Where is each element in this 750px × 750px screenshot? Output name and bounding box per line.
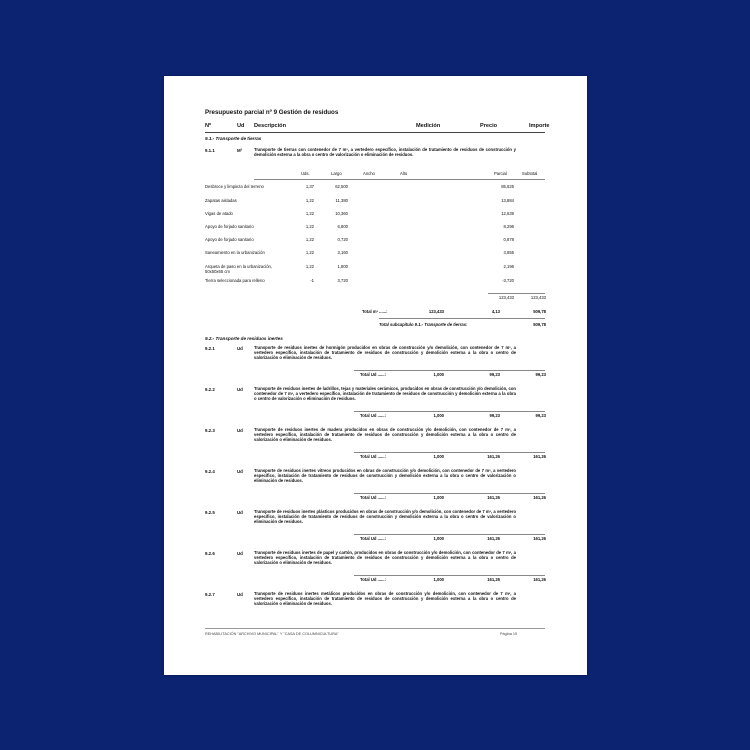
item-unit: Ud: [237, 428, 243, 433]
item-precio: 161,26: [487, 454, 500, 459]
item-precio: 99,23: [489, 413, 500, 418]
meas-row-parcial: -3,720: [502, 278, 514, 283]
item-description: Transporte de tierras con contenedor de 7 m³, a vertedero específico, instalación de tratamiento de residuos de construcción y demolición externa a la obra o centro de valorización o eliminación de residuos.: [254, 147, 516, 158]
meas-row-parcial: 12,639: [501, 211, 514, 216]
item-precio: 161,26: [487, 536, 500, 541]
meas-header-ancho: Ancho: [363, 171, 375, 176]
document-page: [164, 76, 587, 675]
meas-header-alto: Alto: [400, 171, 408, 176]
meas-row-largo: 3,720: [337, 278, 348, 283]
col-medicion-header: Medición: [416, 123, 441, 129]
item-medicion: 1,000: [433, 577, 444, 582]
footer-page: Página 15: [500, 632, 518, 636]
item-total-divider: [354, 411, 545, 412]
meas-row-largo: 6,800: [337, 224, 348, 229]
meas-row-uds: 1,22: [305, 264, 314, 269]
item-importe: 99,23: [535, 413, 546, 418]
item-description: Transporte de residuos inertes de madera producidos en obras de construcción y/o demolición, con contenedor de 7 m³, a vertedero específico, instalación de tratamiento de residuos de construcción y demolición externa a la obra o centro de valorización o eliminación de residuos.: [254, 427, 516, 443]
meas-row-uds: 1,22: [305, 211, 314, 216]
item-precio: 161,26: [487, 495, 500, 500]
header-divider: [205, 132, 545, 133]
total-medicion: 123,433: [428, 309, 444, 314]
meas-header-subtotal: Subtotal: [522, 171, 538, 176]
meas-row-uds: 1,22: [305, 198, 314, 203]
section-title: 9.2.- Transporte de residuos inertes: [205, 336, 283, 341]
item-total-label: Total Ud ......:: [360, 495, 386, 500]
meas-row-label: Zapatas aisladas: [205, 198, 237, 203]
meas-row-parcial: 3,855: [503, 250, 514, 255]
meas-row-largo: 3,160: [337, 250, 348, 255]
meas-row-parcial: 2,196: [503, 264, 514, 269]
meas-row-uds: 1,22: [305, 250, 314, 255]
col-ud-header: Ud: [237, 123, 245, 129]
meas-row-parcial: 0,878: [503, 237, 514, 242]
meas-row-label: Desbroce y limpieza del terreno: [205, 184, 264, 189]
item-description: Transporte de residuos inertes metálicos producidos en obras de construcción y/o demolición, con contenedor de 7 m³, a vertedero específico, instalación de tratamiento de residuos de construcción y demolición externa a la obra o centro de valorización o eliminación de residuos.: [254, 591, 516, 607]
item-precio: 161,26: [487, 577, 500, 582]
meas-row-uds: 1,37: [305, 184, 314, 189]
meas-row-label: Tierra seleccionada para relleno: [205, 278, 265, 283]
subtotal-divider: [379, 318, 545, 319]
meas-row-label: Vigas de atado: [205, 211, 233, 216]
item-code: 9.2.5: [205, 510, 215, 515]
item-unit: Ud: [237, 387, 243, 392]
item-total-label: Total Ud ......:: [360, 454, 386, 459]
item-medicion: 1,000: [433, 454, 444, 459]
item-medicion: 1,000: [433, 536, 444, 541]
item-total-label: Total Ud ......:: [360, 536, 386, 541]
meas-row-uds: -1: [310, 278, 314, 283]
item-unit: Ud: [237, 469, 243, 474]
sum-divider: [488, 293, 545, 294]
item-code: 9.1.1: [205, 148, 215, 153]
subtotal-value: 509,78: [533, 322, 546, 327]
item-precio: 99,23: [489, 372, 500, 377]
meas-row-largo: 62,500: [335, 184, 348, 189]
item-total-divider: [354, 370, 545, 371]
meas-header-parcial: Parcial: [494, 171, 507, 176]
total-importe: 509,78: [533, 309, 546, 314]
meas-row-label: Arqueta de paso en la urbanización, 50x50x65 cm: [205, 264, 273, 274]
meas-row-label: Apoyo de forjado sanitario: [205, 224, 254, 229]
meas-header-divider: [254, 179, 545, 180]
meas-row-uds: 1,22: [305, 224, 314, 229]
item-importe: 161,26: [533, 536, 546, 541]
item-total-label: Total Ud ......:: [360, 577, 386, 582]
item-description: Transporte de residuos inertes de papel y cartón, producidos en obras de construcción y/o demolición, con contenedor de 7 m³, a vertedero específico, instalación de tratamiento de residuos de construcción y demolición externa a la obra o centro de valorización o eliminación de residuos.: [254, 550, 516, 566]
meas-row-largo: 1,800: [337, 264, 348, 269]
item-total-label: Total Ud ......:: [360, 372, 386, 377]
item-code: 9.2.7: [205, 592, 215, 597]
footer-project: REHABILITACIÓN "ARCHIVO MUNICIPAL" Y "CASA DE COLUMNICULTURA": [205, 632, 339, 636]
col-precio-header: Precio: [480, 123, 498, 129]
meas-row-largo: 10,360: [335, 211, 348, 216]
col-desc-header: Descripción: [254, 123, 287, 129]
item-description: Transporte de residuos inertes de ladrillos, tejas y materiales cerámicos, producidos en obras de construcción y/o demolición, con contenedor de 7 m³, a vertedero específico, instalación de tratamiento de residuos de construcción y demolición externa a la obra o centro de valorización o eliminación de residuos.: [254, 386, 516, 402]
item-description: Transporte de residuos inertes plásticos producidos en obras de construcción y/o demolición, con contenedor de 7 m³, a vertedero específico, instalación de tratamiento de residuos de construcción y demolición externa a la obra o centro de valorización o eliminación de residuos.: [254, 509, 516, 525]
item-importe: 161,26: [533, 495, 546, 500]
meas-row-parcial: 85,625: [501, 184, 514, 189]
meas-row-label: Saneamiento en la urbanización: [205, 250, 265, 255]
item-total-divider: [354, 493, 545, 494]
item-code: 9.2.1: [205, 346, 215, 351]
total-precio: 4,13: [491, 309, 500, 314]
total-label: Total m³ ......:: [362, 309, 388, 314]
item-code: 9.2.3: [205, 428, 215, 433]
item-unit: Ud: [237, 346, 243, 351]
item-importe: 99,23: [535, 372, 546, 377]
item-total-divider: [354, 534, 545, 535]
meas-header-uds: Uds.: [301, 171, 310, 176]
sum-parcial: 123,433: [498, 295, 514, 300]
item-unit: M³: [237, 148, 243, 153]
item-medicion: 1,000: [433, 495, 444, 500]
meas-row-uds: 1,22: [305, 237, 314, 242]
subtotal-label: Total subcapítulo 9.1.- Transporte de tierras:: [379, 322, 468, 327]
item-description: Transporte de residuos inertes de hormigón producidos en obras de construcción y/o demolición, con contenedor de 7 m³, a vertedero específico, instalación de tratamiento de residuos de construcción y demolición externa a la obra o centro de valorización o eliminación de residuos.: [254, 345, 516, 361]
meas-row-label: Apoyo de forjado sanitario: [205, 237, 254, 242]
footer-divider: [205, 628, 545, 629]
item-code: 9.2.4: [205, 469, 215, 474]
meas-row-parcial: 8,296: [503, 224, 514, 229]
item-total-divider: [354, 575, 545, 576]
item-unit: Ud: [237, 510, 243, 515]
item-unit: Ud: [237, 592, 243, 597]
item-unit: Ud: [237, 551, 243, 556]
item-importe: 161,26: [533, 454, 546, 459]
meas-row-largo: 11,380: [335, 198, 348, 203]
item-code: 9.2.6: [205, 551, 215, 556]
meas-header-largo: Largo: [331, 171, 342, 176]
col-importe-header: Importe: [529, 123, 550, 129]
item-total-divider: [354, 452, 545, 453]
item-importe: 161,26: [533, 577, 546, 582]
item-medicion: 1,000: [433, 372, 444, 377]
meas-row-parcial: 13,884: [501, 198, 514, 203]
page-title: Presupuesto parcial nº 9 Gestión de residuos: [205, 109, 339, 116]
item-total-label: Total Ud ......:: [360, 413, 386, 418]
col-n-header: Nº: [205, 123, 212, 129]
item-medicion: 1,000: [433, 413, 444, 418]
section-title: 9.1.- Transporte de tierras: [205, 136, 262, 141]
sum-subtotal: 123,433: [530, 295, 546, 300]
item-description: Transporte de residuos inertes vítreos producidos en obras de construcción y/o demolición, con contenedor de 7 m³, a vertedero específico, instalación de tratamiento de residuos de construcción y demolición externa a la obra o centro de valorización o eliminación de residuos.: [254, 468, 516, 484]
meas-row-largo: 0,720: [337, 237, 348, 242]
item-code: 9.2.2: [205, 387, 215, 392]
